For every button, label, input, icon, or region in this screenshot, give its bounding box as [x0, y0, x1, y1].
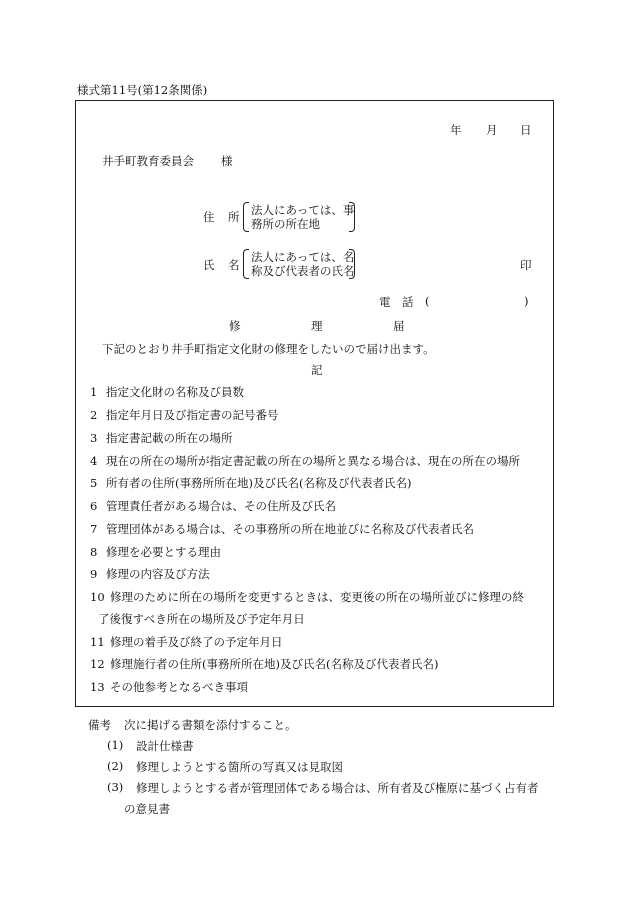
address-note-line2: 務所の所在地 [251, 217, 320, 231]
list-item: 12 修理施行者の住所(事務所所在地)及び氏名(名称及び代表者氏名) [90, 657, 439, 671]
name-note [243, 249, 355, 279]
address-note-line1: 法人にあっては、事 [251, 203, 355, 217]
date-year: 年 [450, 123, 462, 137]
list-item: 3 指定書記載の所在の場所 [90, 431, 233, 445]
remark-num: (1) [107, 738, 124, 752]
phone-label-1: 電 [379, 295, 391, 309]
list-item: 4 現在の所在の場所が指定書記載の所在の場所と異なる場合は、現在の所在の場所 [90, 454, 520, 468]
phone-label-2: 話 [402, 295, 414, 309]
address-label-1: 住 [203, 210, 215, 224]
list-item: 11 修理の着手及び終了の予定年月日 [90, 635, 283, 649]
remarks-text: 次に掲げる書類を添付すること。 [124, 718, 297, 732]
name-note-line2: 称及び代表者の氏名 [251, 264, 355, 278]
remark-num: (3) [107, 780, 124, 794]
list-item: 1 指定文化財の名称及び員数 [90, 385, 244, 399]
honorific: 様 [221, 154, 233, 168]
form-number: 様式第11号(第12条関係) [77, 83, 208, 97]
list-item: 10 修理のために所在の場所を変更するときは、変更後の所在の場所並びに修理の終 [90, 590, 524, 604]
doc-title-char-2: 理 [311, 319, 323, 333]
date-day: 日 [520, 123, 532, 137]
seal-mark: 印 [520, 258, 532, 272]
list-item-continuation: 了後復すべき所在の場所及び予定年月日 [98, 612, 305, 626]
doc-title-char-3: 届 [393, 319, 405, 333]
list-item: 6 管理責任者がある場合は、その住所及び氏名 [90, 499, 336, 513]
list-item: 7 管理団体がある場合は、その事務所の所在地並びに名称及び代表者氏名 [90, 522, 474, 536]
name-label-2: 名 [228, 258, 240, 272]
remark-text: 設計仕様書 [136, 739, 194, 753]
remark-text: 修理しようとする者が管理団体である場合は、所有者及び権原に基づく占有者 [136, 781, 539, 795]
ki-heading: 記 [311, 363, 323, 377]
remarks-label: 備考 [88, 718, 111, 732]
remark-num: (2) [107, 759, 124, 773]
remark-continuation: の意見書 [124, 802, 170, 816]
remark-text: 修理しようとする箇所の写真又は見取図 [136, 760, 343, 774]
addressee: 井手町教育委員会 [102, 154, 194, 168]
list-item: 13 その他参考となるべき事項 [90, 680, 248, 694]
address-label-2: 所 [228, 210, 240, 224]
intro-text: 下記のとおり井手町指定文化財の修理をしたいので届け出ます。 [102, 342, 435, 356]
name-note-line1: 法人にあっては、名 [251, 250, 355, 264]
list-item: 2 指定年月日及び指定書の記号番号 [90, 408, 279, 422]
phone-open-paren: ( [425, 294, 430, 308]
list-item: 9 修理の内容及び方法 [90, 567, 210, 581]
doc-title-char-1: 修 [229, 319, 241, 333]
list-item: 8 修理を必要とする理由 [90, 545, 221, 559]
list-item: 5 所有者の住所(事務所所在地)及び氏名(名称及び代表者氏名) [90, 476, 412, 490]
address-note [243, 202, 355, 232]
phone-close-paren: ) [524, 294, 529, 308]
date-month: 月 [486, 123, 498, 137]
name-label-1: 氏 [203, 258, 215, 272]
